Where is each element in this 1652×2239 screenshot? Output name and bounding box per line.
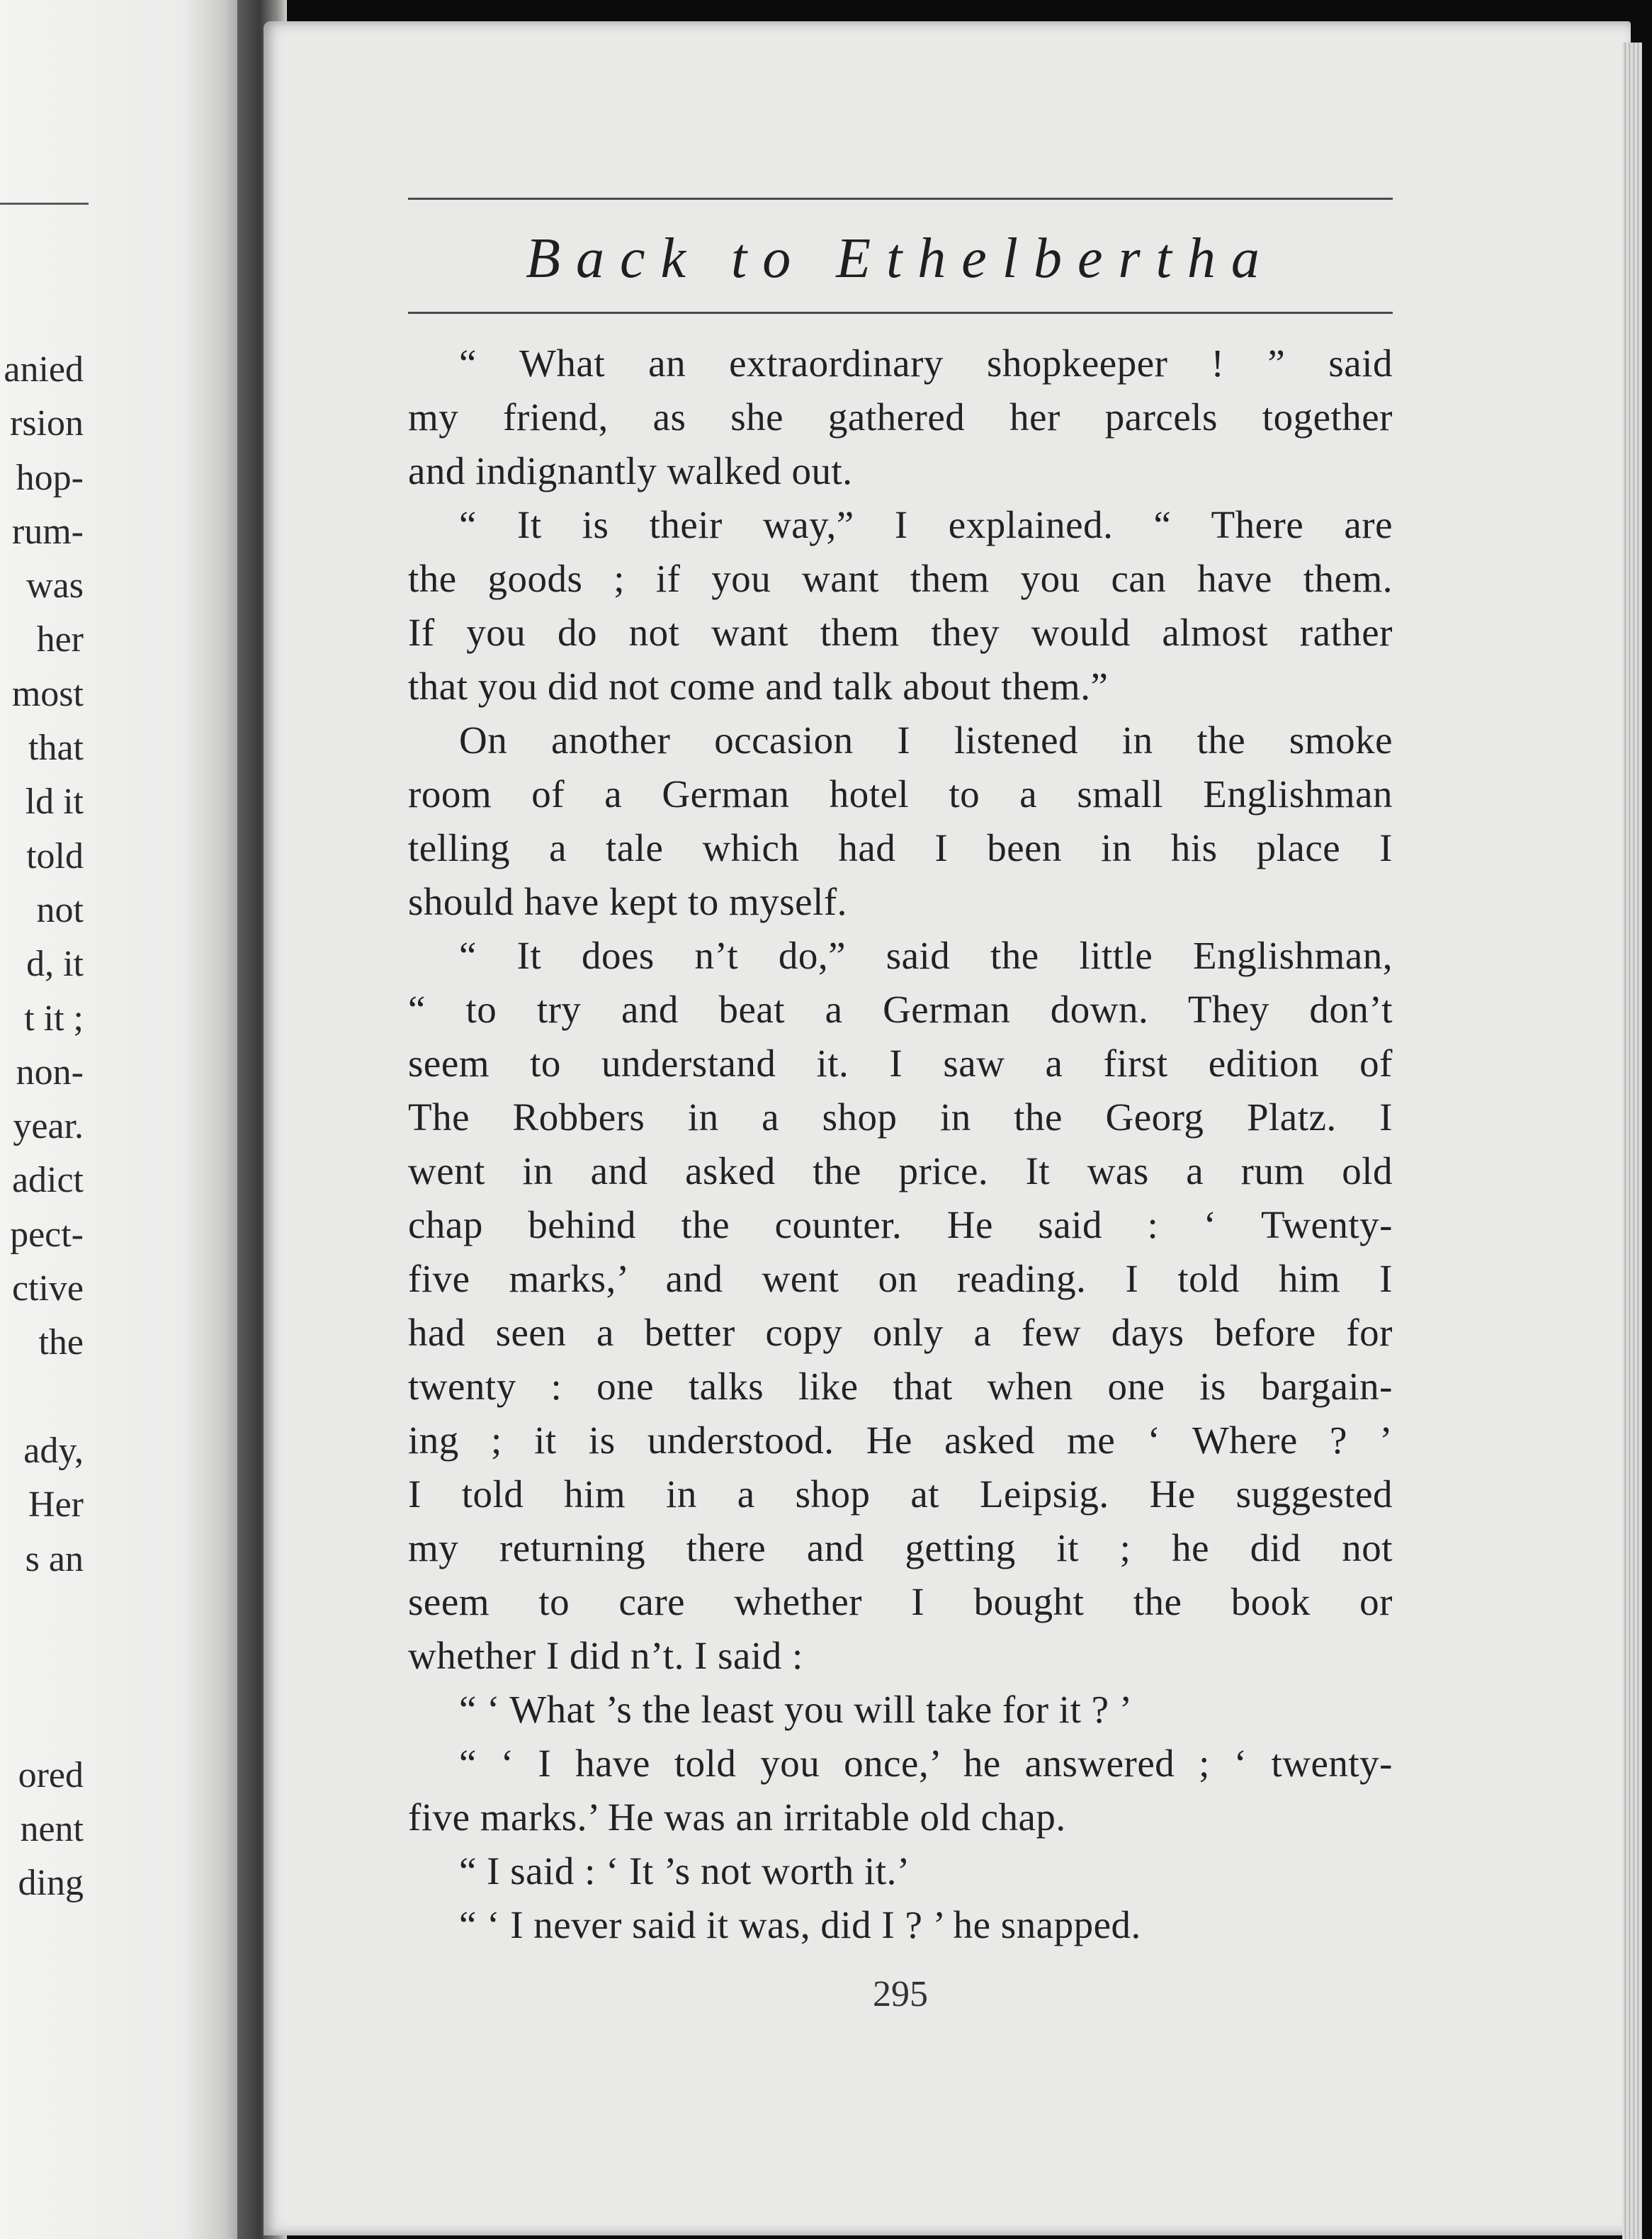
facing-line: adict	[11, 1160, 84, 1201]
facing-line	[0, 1586, 84, 1640]
text-line: five marks.’ He was an irritable old chap.	[408, 1795, 1066, 1839]
text-line: “ ‘ I have told you once,’ he answered ; ‘ twenty-	[459, 1742, 1393, 1785]
running-head: Back to Ethelbertha	[526, 227, 1275, 290]
facing-page-rule	[0, 203, 89, 205]
facing-line: was	[26, 565, 84, 607]
facing-line: d, it	[26, 944, 84, 985]
facing-line: year.	[13, 1106, 84, 1147]
text-line: “ ‘ I never said it was, did I ? ’ he snapped.	[459, 1903, 1141, 1946]
text-line: I told him in a shop at Leipsig. He suggested	[408, 1472, 1393, 1516]
facing-line	[0, 1640, 84, 1694]
facing-line: hop-	[16, 457, 84, 498]
facing-line: told	[26, 835, 84, 876]
text-line: room of a German hotel to a small Englishman	[408, 772, 1393, 816]
text-line: had seen a better copy only a few days before for	[408, 1311, 1393, 1354]
facing-page-text	[0, 343, 84, 1911]
text-line: the goods ; if you want them you can have them.	[408, 557, 1393, 600]
text-line: “ What an extraordinary shopkeeper ! ” said	[459, 342, 1393, 385]
facing-line: the	[38, 1322, 84, 1363]
facing-line: ding	[18, 1863, 84, 1904]
text-line: seem to care whether I bought the book or	[408, 1580, 1393, 1623]
facing-line: Her	[28, 1484, 84, 1525]
facing-line: that	[28, 728, 84, 769]
text-line: On another occasion I listened in the smoke	[459, 718, 1393, 762]
facing-line: s an	[25, 1538, 84, 1579]
facing-line: anied	[4, 349, 84, 390]
text-line: that you did not come and talk about them.”	[408, 665, 1109, 708]
text-line: seem to understand it. I saw a first edition of	[408, 1042, 1393, 1085]
header-rule-top	[408, 198, 1393, 200]
facing-page	[0, 0, 244, 2239]
facing-line: ored	[18, 1754, 84, 1795]
page-edges	[1622, 43, 1642, 2239]
text-line: five marks,’ and went on reading. I told him I	[408, 1257, 1393, 1300]
text-line: and indignantly walked out.	[408, 449, 853, 492]
facing-line: rsion	[10, 403, 84, 444]
text-line: “ ‘ What ’s the least you will take for it ? ’	[459, 1688, 1133, 1731]
facing-line: ctive	[11, 1268, 84, 1309]
text-line: my friend, as she gathered her parcels together	[408, 395, 1393, 439]
page-body-text	[408, 337, 1393, 1952]
text-line: went in and asked the price. It was a rum old	[408, 1149, 1393, 1192]
text-line: whether I did n’t. I said :	[408, 1634, 803, 1677]
facing-line: ld it	[25, 782, 84, 823]
facing-line: t it ;	[24, 998, 84, 1039]
facing-line: nent	[20, 1809, 84, 1850]
facing-line: most	[11, 673, 84, 714]
text-line: “ I said : ‘ It ’s not worth it.’	[459, 1849, 910, 1893]
header-rule-bottom	[408, 312, 1393, 314]
text-line: twenty : one talks like that when one is bargain-	[408, 1365, 1393, 1408]
facing-line: ady,	[23, 1430, 84, 1471]
text-line: “ It is their way,” I explained. “ There are	[459, 503, 1393, 546]
facing-line	[0, 1370, 84, 1424]
text-line: my returning there and getting it ; he did not	[408, 1526, 1393, 1569]
facing-line: her	[36, 619, 84, 660]
facing-line: rum-	[11, 511, 84, 552]
text-line: “ to try and beat a German down. They don’t	[408, 988, 1393, 1031]
text-line: should have kept to myself.	[408, 880, 847, 923]
text-line: The Robbers in a shop in the Georg Platz. I	[408, 1095, 1393, 1139]
text-line: If you do not want them they would almost rather	[408, 611, 1393, 654]
facing-line: not	[36, 889, 84, 930]
page-number: 295	[873, 1974, 928, 2014]
facing-line: pect-	[10, 1214, 84, 1255]
text-line: telling a tale which had I been in his place I	[408, 826, 1393, 869]
text-line: ing ; it is understood. He asked me ‘ Where ? ’	[408, 1419, 1393, 1462]
text-line: “ It does n’t do,” said the little Englishman,	[459, 934, 1393, 977]
facing-line: non-	[16, 1051, 84, 1093]
facing-line	[0, 1694, 84, 1748]
text-line: chap behind the counter. He said : ‘ Twenty-	[408, 1203, 1393, 1246]
